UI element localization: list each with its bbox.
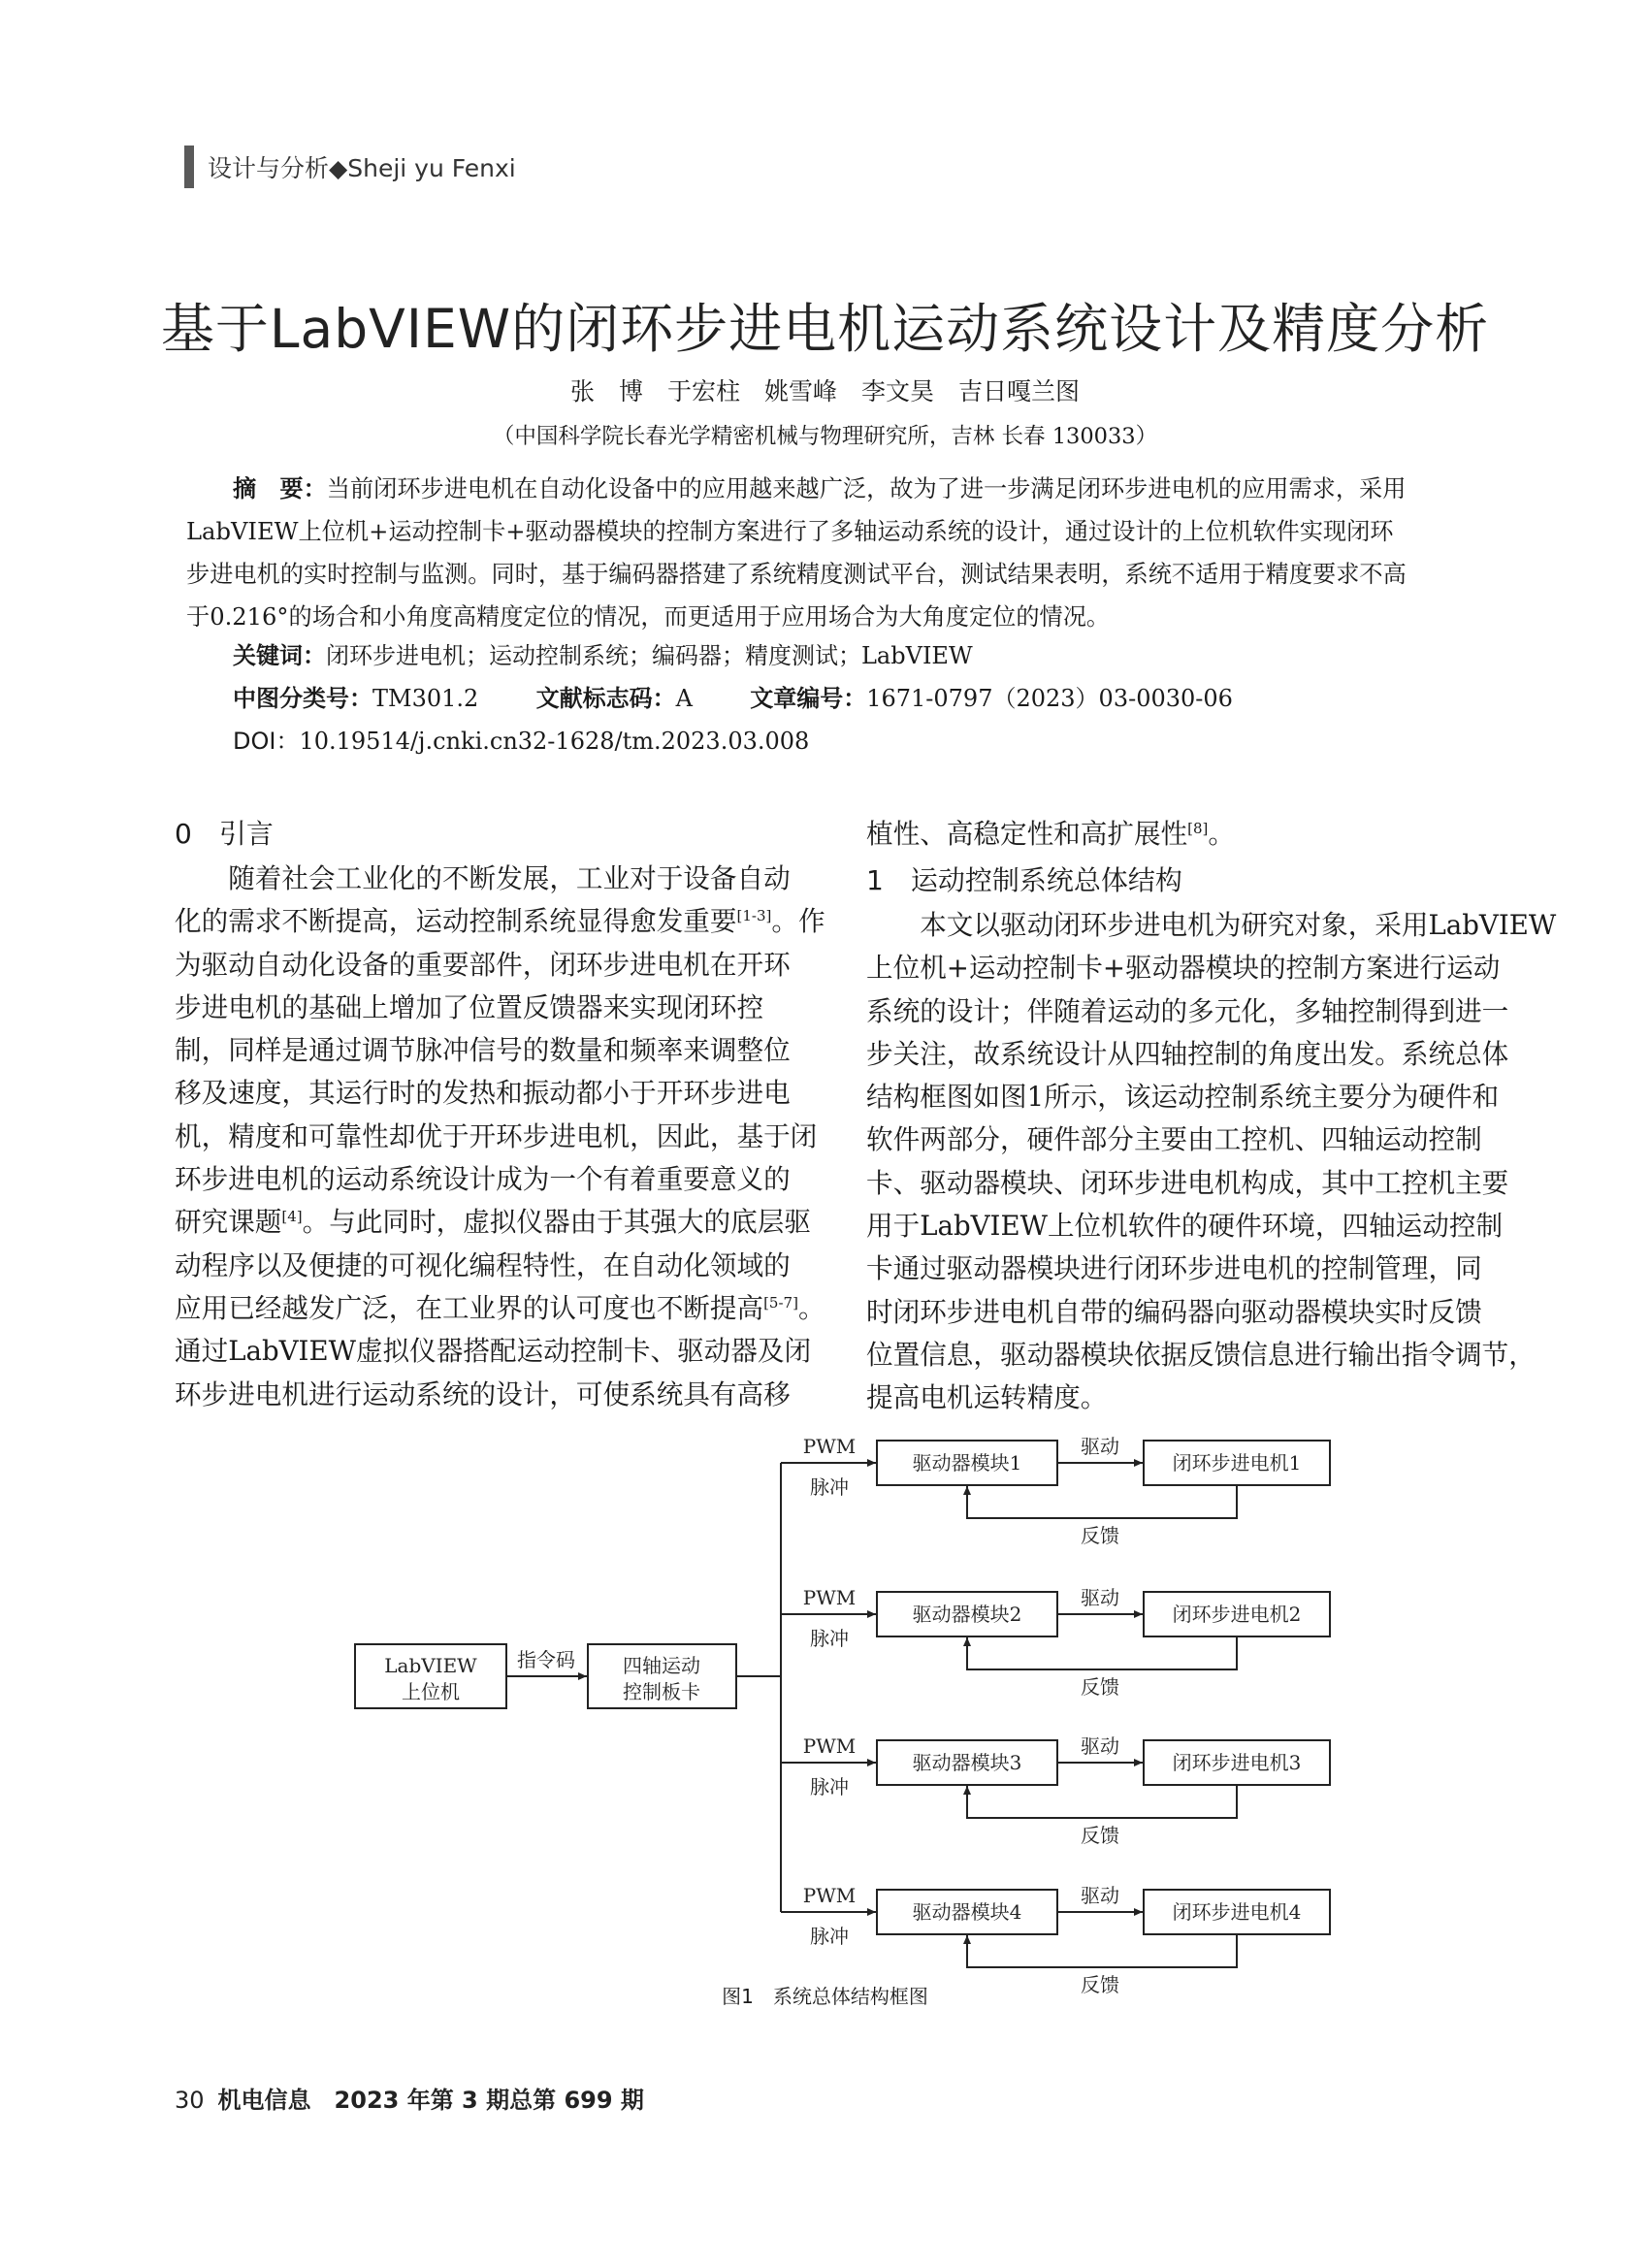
clc-label: 中图分类号： bbox=[233, 685, 372, 712]
driver-box bbox=[877, 1441, 1057, 1485]
text-line: 机，精度和可靠性却优于开环步进电机，因此，基于闭 bbox=[175, 1119, 818, 1152]
text-line: 软件两部分，硬件部分主要由工控机、四轴运动控制 bbox=[866, 1123, 1482, 1156]
motor-label: 闭环步进电机3 bbox=[1172, 1751, 1302, 1774]
pwm-label: PWM bbox=[802, 1586, 857, 1609]
abstract-line: 步进电机的实时控制与监测。同时，基于编码器搭建了系统精度测试平台，测试结果表明，系统不适用于精度要求不高 bbox=[186, 561, 1407, 588]
host-label-1: LabVIEW bbox=[384, 1654, 477, 1677]
text-line: 为驱动自动化设备的重要部件，闭环步进电机在开环 bbox=[175, 948, 791, 981]
citation: [5-7] bbox=[763, 1293, 798, 1312]
motor-label: 闭环步进电机4 bbox=[1172, 1900, 1302, 1924]
keywords-text: 闭环步进电机；运动控制系统；编码器；精度测试；LabVIEW bbox=[326, 642, 973, 669]
driver-label: 驱动器模块2 bbox=[912, 1603, 1022, 1626]
driver-label: 驱动器模块1 bbox=[912, 1451, 1022, 1474]
authors: 张 博 于宏柱 姚雪峰 李文昊 吉日嘎兰图 bbox=[569, 377, 1080, 405]
feedback-label: 反馈 bbox=[1081, 1675, 1119, 1699]
journal-issue: 机电信息 2023 年第 3 期总第 699 期 bbox=[217, 2087, 644, 2114]
intro-body bbox=[175, 858, 825, 1416]
pwm-label: PWM bbox=[802, 1884, 857, 1907]
text-line: 环步进电机的运动系统设计成为一个有着重要意义的 bbox=[175, 1163, 791, 1196]
motor-box bbox=[1144, 1441, 1330, 1485]
text-line: 卡通过驱动器模块进行闭环步进电机的控制管理，同 bbox=[866, 1252, 1482, 1285]
pwm-label: PWM bbox=[802, 1734, 857, 1758]
section-heading-intro: 0 引言 bbox=[175, 818, 274, 850]
doi-label: DOI： bbox=[233, 728, 300, 755]
header-marker bbox=[184, 146, 194, 188]
doc-code-label: 文献标志码： bbox=[535, 685, 676, 712]
pwm-label: PWM bbox=[802, 1435, 857, 1458]
motor-label: 闭环步进电机1 bbox=[1172, 1451, 1302, 1474]
text-line: 用于LabVIEW上位机软件的硬件环境，四轴运动控制 bbox=[866, 1210, 1504, 1243]
motion-card-box bbox=[588, 1644, 736, 1708]
section-heading-structure: 1 运动控制系统总体结构 bbox=[866, 864, 1182, 896]
host-box bbox=[355, 1644, 506, 1708]
drive-label: 驱动 bbox=[1081, 1884, 1119, 1907]
feedback-label: 反馈 bbox=[1081, 1973, 1119, 1996]
text-line: 提高电机运转精度。 bbox=[866, 1381, 1108, 1414]
text-line: 上位机+运动控制卡+驱动器模块的控制方案进行运动 bbox=[866, 952, 1501, 985]
feedback-arrow bbox=[967, 1934, 1237, 1967]
text-line: 本文以驱动闭环步进电机为研究对象，采用LabVIEW bbox=[866, 909, 1557, 941]
abstract-label: 摘 要： bbox=[233, 475, 327, 502]
page-number: 30 bbox=[175, 2087, 205, 2114]
text-line: 随着社会工业化的不断发展，工业对于设备自动 bbox=[175, 862, 791, 894]
driver-box bbox=[877, 1890, 1057, 1934]
text-line: 时闭环步进电机自带的编码器向驱动器模块实时反馈 bbox=[866, 1295, 1482, 1328]
affiliation: （中国科学院长春光学精密机械与物理研究所，吉林 长春 130033） bbox=[492, 424, 1158, 449]
host-label-2: 上位机 bbox=[402, 1680, 460, 1703]
doi-value: 10.19514/j.cnki.cn32-1628/tm.2023.03.008 bbox=[299, 728, 810, 755]
driver-box bbox=[877, 1740, 1057, 1785]
text-line: 步关注，故系统设计从四轴控制的角度出发。系统总体 bbox=[866, 1037, 1509, 1070]
abstract-line bbox=[186, 468, 1504, 510]
keywords bbox=[233, 636, 973, 670]
text-line: 通过LabVIEW虚拟仪器搭配运动控制卡、驱动器及闭 bbox=[175, 1335, 812, 1368]
motor-box bbox=[1144, 1592, 1330, 1636]
text-line: 制，同样是通过调节脉冲信号的数量和频率来调整位 bbox=[175, 1034, 791, 1067]
driver-box bbox=[877, 1592, 1057, 1636]
motor-box bbox=[1144, 1740, 1330, 1785]
feedback-label: 反馈 bbox=[1081, 1524, 1119, 1547]
feedback-arrow bbox=[967, 1636, 1237, 1669]
text-line: 研究课题[4]。与此同时，虚拟仪器由于其强大的底层驱 bbox=[175, 1206, 811, 1239]
article-number-label: 文章编号： bbox=[750, 685, 867, 712]
driver-label: 驱动器模块4 bbox=[912, 1900, 1022, 1924]
citation: [1-3] bbox=[736, 907, 772, 925]
pulse-label: 脉冲 bbox=[810, 1925, 849, 1948]
text-line: 环步进电机进行运动系统的设计，可使系统具有高移 bbox=[175, 1377, 791, 1410]
clc-value: TM301.2 bbox=[372, 685, 479, 712]
motor-label: 闭环步进电机2 bbox=[1172, 1603, 1302, 1626]
text-line: 卡、驱动器模块、闭环步进电机构成，其中工控机主要 bbox=[866, 1166, 1509, 1199]
drive-label: 驱动 bbox=[1081, 1734, 1119, 1758]
text-line: 应用已经越发广泛，在工业界的认可度也不断提高[5-7]。 bbox=[175, 1291, 825, 1324]
feedback-arrow bbox=[967, 1485, 1237, 1518]
motor-box bbox=[1144, 1890, 1330, 1934]
text-line: 植性、高稳定性和高扩展性[8]。 bbox=[866, 818, 1235, 850]
article-number-value: 1671-0797（2023）03-0030-06 bbox=[866, 685, 1233, 712]
classification bbox=[233, 679, 1233, 713]
driver-label: 驱动器模块3 bbox=[912, 1751, 1022, 1774]
card-label-2: 控制板卡 bbox=[623, 1680, 700, 1703]
pulse-label: 脉冲 bbox=[810, 1627, 849, 1650]
text-line: 化的需求不断提高，运动控制系统显得愈发重要[1-3]。作 bbox=[175, 905, 825, 938]
drive-label: 驱动 bbox=[1081, 1586, 1119, 1609]
doc-code-value: A bbox=[675, 685, 693, 712]
abstract bbox=[186, 468, 1504, 638]
abstract-text: 当前闭环步进电机在自动化设备中的应用越来越广泛，故为了进一步满足闭环步进电机的应用需求，采用 bbox=[326, 475, 1407, 502]
abstract-line: LabVIEW上位机+运动控制卡+驱动器模块的控制方案进行了多轴运动系统的设计，通过设计的上位机软件实现闭环 bbox=[186, 518, 1394, 545]
paper-title: 基于LabVIEW的闭环步进电机运动系统设计及精度分析 bbox=[160, 298, 1490, 360]
keywords-label: 关键词： bbox=[233, 642, 326, 669]
text-line: 步进电机的基础上增加了位置反馈器来实现闭环控 bbox=[175, 990, 764, 1023]
text-line: 位置信息，驱动器模块依据反馈信息进行输出指令调节， bbox=[866, 1338, 1536, 1371]
cmd-label: 指令码 bbox=[517, 1648, 575, 1671]
drive-label: 驱动 bbox=[1081, 1435, 1119, 1458]
text-line: 系统的设计；伴随着运动的多元化，多轴控制得到进一 bbox=[866, 994, 1509, 1027]
text-line: 结构框图如图1所示，该运动控制系统主要分为硬件和 bbox=[866, 1081, 1500, 1114]
card-label-1: 四轴运动 bbox=[623, 1654, 700, 1677]
text-line: 移及速度，其运行时的发热和振动都小于开环步进电 bbox=[175, 1077, 791, 1110]
feedback-label: 反馈 bbox=[1081, 1824, 1119, 1847]
doi bbox=[233, 722, 809, 756]
structure-body bbox=[866, 904, 1557, 1420]
figure-caption: 图1 系统总体结构框图 bbox=[722, 1985, 928, 2008]
pulse-label: 脉冲 bbox=[810, 1475, 849, 1499]
citation: [8] bbox=[1187, 820, 1209, 837]
running-header: 设计与分析◆Sheji yu Fenxi bbox=[208, 154, 516, 182]
feedback-arrow bbox=[967, 1785, 1237, 1818]
pulse-label: 脉冲 bbox=[810, 1775, 849, 1798]
citation: [4] bbox=[281, 1208, 303, 1226]
text-line: 动程序以及便捷的可视化编程特性，在自动化领域的 bbox=[175, 1248, 791, 1281]
continued-text bbox=[866, 813, 1506, 856]
abstract-line: 于0.216°的场合和小角度高精度定位的情况，而更适用于应用场合为大角度定位的情况。 bbox=[186, 603, 1111, 631]
page-footer bbox=[175, 2081, 644, 2115]
